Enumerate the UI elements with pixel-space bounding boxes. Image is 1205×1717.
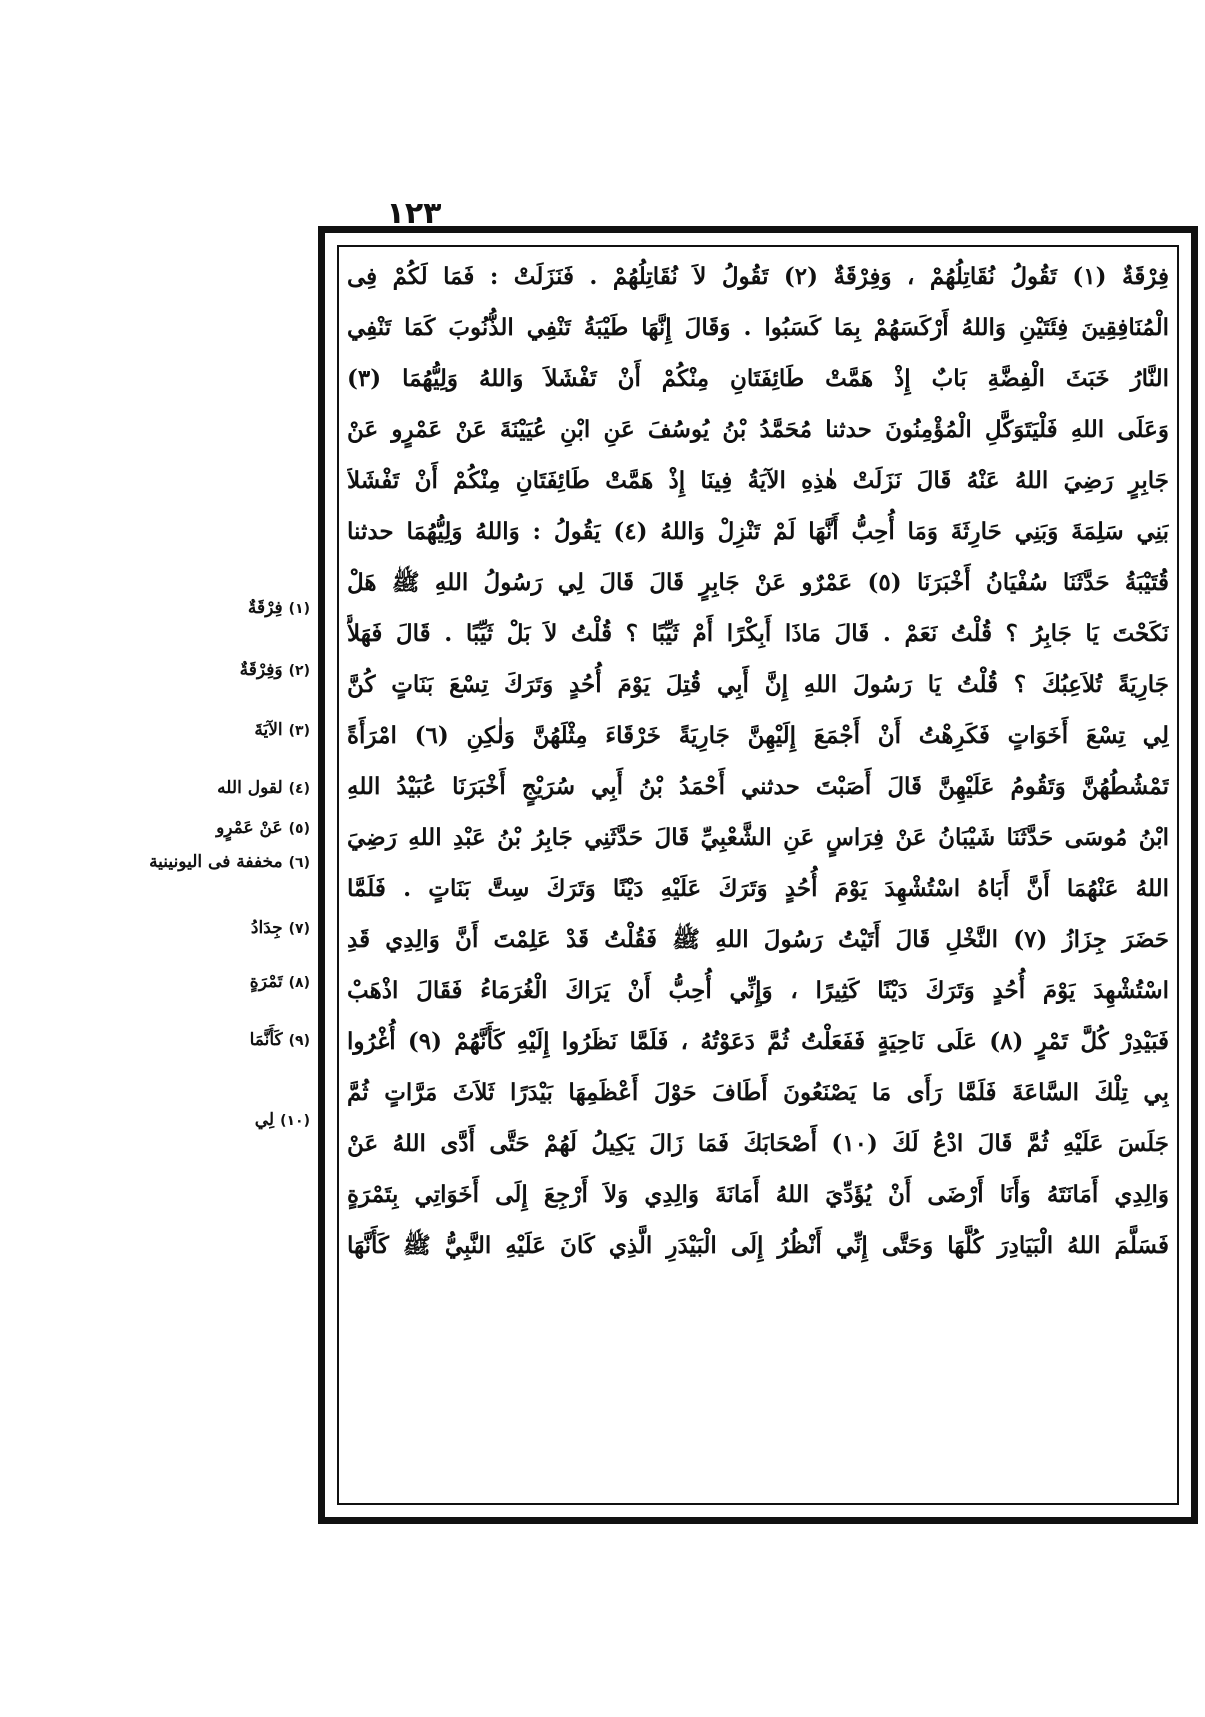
margin-note [140,1030,310,1050]
note-number: (٥) [288,821,310,837]
text-line: فَبَيْدِرْ كُلَّ تَمْرٍ (٨) عَلَى نَاحِيَةٍ فَفَعَلْتُ ثُمَّ دَعَوْتُهُ ، فَلَمَّا نَظَرُوا إِلَيْهِ كَأَنَّهُمْ (٩) أُغْرُوا [347,1028,1169,1055]
page-number: ١٢٣ [386,196,442,231]
text-line: فَسَلَّمَ اللهُ الْبَيَادِرَ كُلَّهَا وَحَتَّى إِنِّي أَنْظُرُ إِلَى الْبَيْدَرِ الَّذِي كَانَ عَلَيْهِ النَّبِيُّ ﷺ كَأَنَّهَا [347,1232,1169,1259]
note-text: تَمْرَةٍ [249,972,283,992]
margin-note [140,918,310,938]
note-text: لِي [254,1110,275,1130]
text-frame [318,226,1198,1524]
text-line: الْمُنَافِقِينَ فِئَتَيْنِ وَاللهُ أَرْكَسَهُمْ بِمَا كَسَبُوا . وَقَالَ إِنَّهَا طَيْبَةُ تَنْفِي الذُّنُوبَ كَمَا تَنْفِي [347,314,1169,341]
note-number: (٨) [288,975,310,991]
text-line: جَلَسَ عَلَيْهِ ثُمَّ قَالَ ادْعُ لَكَ (١٠) أَصْحَابَكَ فَمَا زَالَ يَكِيلُ لَهُمْ حَتَّى أَدَّى اللهُ عَنْ [347,1130,1169,1157]
note-text: فِرْقَةٌ [247,598,283,618]
text-line: بَنِي سَلِمَةَ وَبَنِي حَارِثَةَ وَمَا أُحِبُّ أَنَّهَا لَمْ تَنْزِلْ وَاللهُ (٤) يَقُولُ : وَاللهُ وَلِيُّهُمَا حدثنا [347,518,1169,545]
text-line: وَعَلَى اللهِ فَلْيَتَوَكَّلِ الْمُؤْمِنُونَ حدثنا مُحَمَّدُ بْنُ يُوسُفَ عَنِ ابْنِ عُيَيْنَةَ عَنْ عَمْرٍو عَنْ [347,416,1169,443]
margin-note [140,972,310,992]
text-line: حَضَرَ جِزَازُ (٧) النَّخْلِ قَالَ أَتَيْتُ رَسُولَ اللهِ ﷺ فَقُلْتُ قَدْ عَلِمْتَ أَنَّ وَالِدِي قَدِ [347,926,1169,953]
note-text: مخففة فى اليونينية [149,852,283,872]
note-number: (٦) [288,855,310,871]
margin-note [140,660,310,680]
note-number: (٩) [288,1033,310,1049]
note-text: وَفِرْقَةٌ [239,660,283,680]
text-line: النَّارُ خَبَثَ الْفِضَّةِ بَابٌ إِذْ هَمَّتْ طَائِفَتَانِ مِنْكُمْ أَنْ تَفْشَلاَ وَاللهُ وَلِيُّهُمَا (٣) [347,365,1169,392]
margin-note [140,1110,310,1130]
margin-note [140,778,310,798]
note-text: جِدَادُ [250,918,283,938]
margin-note [140,852,310,872]
text-line: لِي تِسْعَ أَخَوَاتٍ فَكَرِهْتُ أَنْ أَجْمَعَ إِلَيْهِنَّ جَارِيَةً خَرْقَاءَ مِثْلَهُنَّ وَلٰكِنِ (٦) امْرَأَةً [347,722,1169,749]
margin-note [140,598,310,618]
note-text: عَنْ عَمْرٍو [216,818,283,838]
note-number: (٤) [288,781,310,797]
note-number: (١٠) [280,1113,310,1129]
text-line: نَكَحْتَ يَا جَابِرُ ؟ قُلْتُ نَعَمْ . قَالَ مَاذَا أَبِكْرًا أَمْ ثَيِّبًا ؟ قُلْتُ لاَ بَلْ ثَيِّبًا . قَالَ فَهَلاَّ [347,620,1169,647]
text-line: فِرْقَةٌ (١) تَقُولُ نُقَاتِلُهُمْ ، وَفِرْقَةٌ (٢) تَقُولُ لاَ نُقَاتِلُهُمْ . فَنَزَلَتْ : فَمَا لَكُمْ فِى [347,263,1169,290]
note-text: الآيَةَ [254,720,283,740]
body-text [347,251,1169,1271]
text-line: اسْتُشْهِدَ يَوْمَ أُحُدٍ وَتَرَكَ دَيْنًا كَثِيرًا ، وَإِنِّي أُحِبُّ أَنْ يَرَاكَ الْغُرَمَاءُ فَقَالَ اذْهَبْ [347,977,1169,1004]
note-number: (٧) [288,921,310,937]
text-line: قُتَيْبَةُ حَدَّثَنَا سُفْيَانُ أَخْبَرَنَا (٥) عَمْرٌو عَنْ جَابِرٍ قَالَ قَالَ لِي رَسُولُ اللهِ ﷺ هَلْ [347,569,1169,596]
margin-note [140,720,310,740]
text-line: جَارِيَةً تُلاَعِبُكَ ؟ قُلْتُ يَا رَسُولَ اللهِ إِنَّ أَبِي قُتِلَ يَوْمَ أُحُدٍ وَتَرَكَ تِسْعَ بَنَاتٍ كُنَّ [347,671,1169,698]
text-line: اللهُ عَنْهُمَا أَنَّ أَبَاهُ اسْتُشْهِدَ يَوْمَ أُحُدٍ وَتَرَكَ عَلَيْهِ دَيْنًا وَتَرَكَ سِتَّ بَنَاتٍ . فَلَمَّا [347,875,1169,902]
text-line: جَابِرٍ رَضِيَ اللهُ عَنْهُ قَالَ نَزَلَتْ هٰذِهِ الآيَةُ فِينَا إِذْ هَمَّتْ طَائِفَتَانِ مِنْكُمْ أَنْ تَفْشَلاَ [347,467,1169,494]
note-number: (١) [288,601,310,617]
note-text: لقول الله [217,778,283,798]
note-number: (٢) [288,663,310,679]
margin-note [140,818,310,838]
text-line: بِي تِلْكَ السَّاعَةَ فَلَمَّا رَأَى مَا يَصْنَعُونَ أَطَافَ حَوْلَ أَعْظَمِهَا بَيْدَرًا ثَلاَثَ مَرَّاتٍ ثُمَّ [347,1079,1169,1106]
text-line: ابْنُ مُوسَى حَدَّثَنَا شَيْبَانُ عَنْ فِرَاسٍ عَنِ الشَّعْبِيِّ قَالَ حَدَّثَنِي جَابِرُ بْنُ عَبْدِ اللهِ رَضِيَ [347,824,1169,851]
text-line: وَالِدِي أَمَانَتَهُ وَأَنَا أَرْضَى أَنْ يُؤَدِّيَ اللهُ أَمَانَةَ وَالِدِي وَلاَ أَرْجِعَ إِلَى أَخَوَاتِي بِتَمْرَةٍ [347,1181,1169,1208]
text-line: تَمْشُطُهُنَّ وَتَقُومُ عَلَيْهِنَّ قَالَ أَصَبْتَ حدثني أَحْمَدُ بْنُ أَبِي سُرَيْجٍ أَخْبَرَنَا عُبَيْدُ اللهِ [347,773,1169,800]
note-text: كَأَنَّمَا [249,1030,283,1050]
note-number: (٣) [288,723,310,739]
